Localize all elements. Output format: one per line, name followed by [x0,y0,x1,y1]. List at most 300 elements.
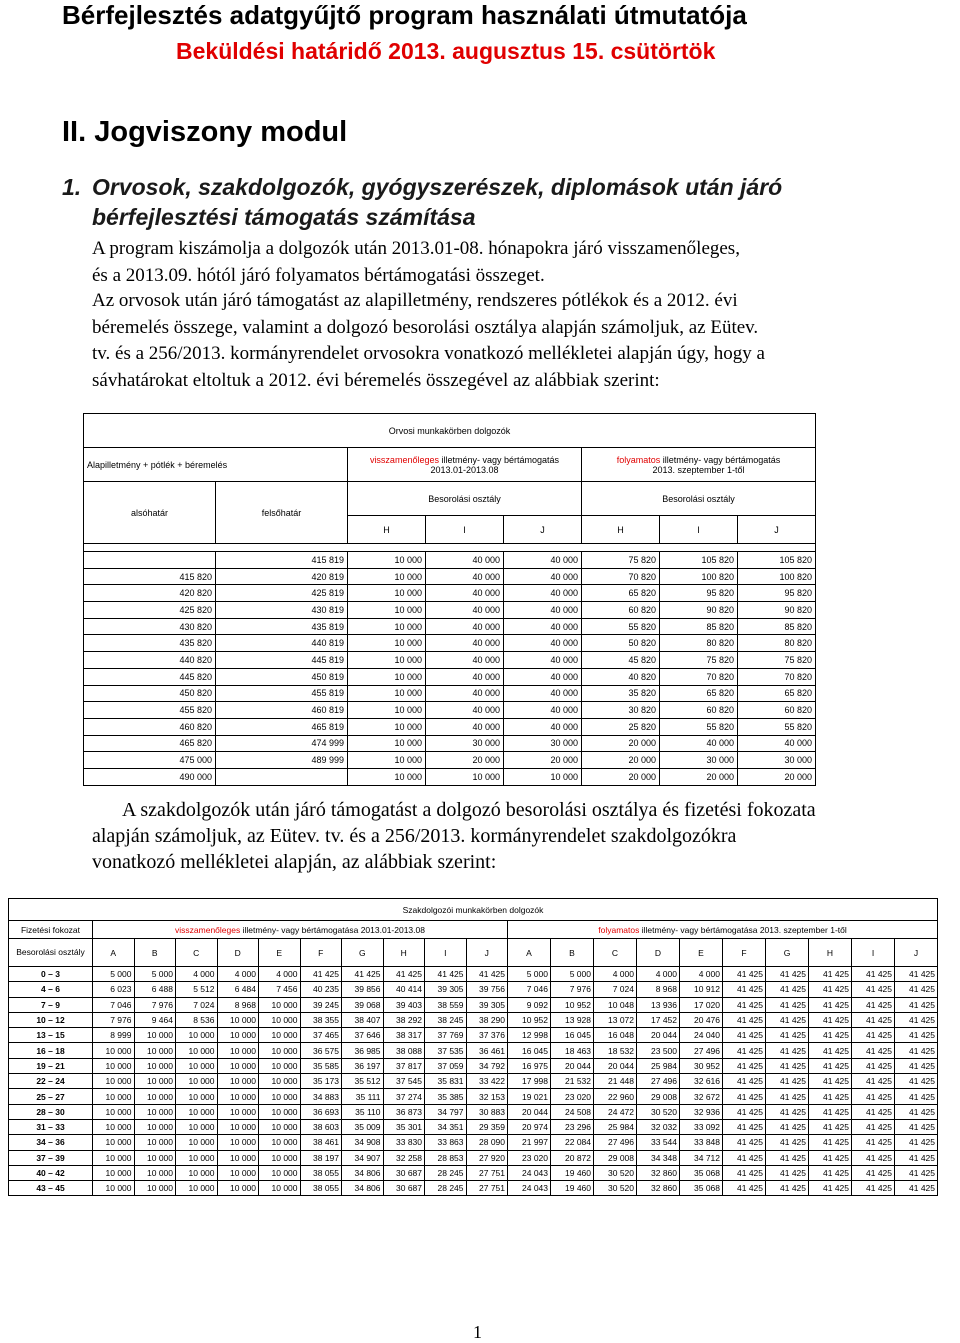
table-cell: 465 819 [216,718,348,735]
table-cell: 4 000 [680,967,723,982]
table-cell: 5 512 [176,982,218,997]
table-cell: 39 305 [466,997,508,1012]
table-cell: 41 425 [895,1028,938,1043]
table-cell: 41 425 [723,967,766,982]
table-cell: 12 998 [508,1028,551,1043]
table-cell: 41 425 [809,1150,852,1165]
table-row [9,1135,938,1150]
table-cell: 23 020 [508,1150,551,1165]
table-cell: 41 425 [766,1043,809,1058]
class-column-header: I [852,939,895,967]
class-column-header: F [300,939,342,967]
table-row [84,602,816,619]
table-cell: 39 403 [383,997,425,1012]
table-cell: 440 820 [84,652,216,669]
grade-header: Fizetési fokozat [9,921,93,939]
table-cell: 33 863 [425,1135,467,1150]
table-cell: 10 000 [134,1104,176,1119]
table-cell: 10 000 [217,1058,259,1073]
table-cell: 60 820 [582,602,660,619]
table-cell: 420 819 [216,568,348,585]
paragraph-line: sávhatárokat eltoltuk a 2012. évi béremelés összegével az alábbiak szerint: [92,369,660,391]
retro-text: illetmény- vagy bértámogatása 2013.01-2013.08 [240,924,425,935]
table-cell: 10 000 [348,585,426,602]
table-cell: 10 000 [259,1135,301,1150]
class-column-header: J [895,939,938,967]
retro-text: illetmény- vagy bértámogatás [438,454,560,465]
table-cell: 40 000 [738,735,816,752]
table-cell: 10 000 [134,1074,176,1089]
table-cell: 7 046 [93,997,135,1012]
table-cell: 13 936 [637,997,680,1012]
table-cell: 20 000 [426,752,504,769]
table-cell: 55 820 [738,718,816,735]
table-cell: 33 092 [680,1119,723,1134]
table-cell: 60 820 [660,702,738,719]
table-cell: 24 508 [551,1104,594,1119]
table-cell: 41 425 [852,1058,895,1073]
table-cell: 7 976 [134,997,176,1012]
continuous-support-header [508,921,938,939]
table-cell: 9 092 [508,997,551,1012]
table-cell: 33 848 [680,1135,723,1150]
table-cell: 21 997 [508,1135,551,1150]
table-row [9,967,938,982]
table-cell: 40 000 [504,668,582,685]
table-cell: 35 385 [425,1089,467,1104]
table-cell: 41 425 [852,1012,895,1027]
table-cell: 32 258 [383,1150,425,1165]
table-cell: 10 912 [680,982,723,997]
table-cell: 490 000 [84,768,216,785]
table-row [84,568,816,585]
table-cell: 36 575 [300,1043,342,1058]
table-cell: 41 425 [809,967,852,982]
table-cell: 4 000 [637,967,680,982]
table-cell: 29 008 [594,1150,637,1165]
table-cell: 37 465 [300,1028,342,1043]
table-row [9,1165,938,1180]
table-cell: 27 496 [594,1135,637,1150]
table-cell: 10 000 [217,1165,259,1180]
paragraph-line: tv. és a 256/2013. kormányrendelet orvosokra vonatkozó mellékletei alapján úgy, hogy a [92,343,765,364]
table-cell: 9 464 [134,1012,176,1027]
table-cell: 38 088 [383,1043,425,1058]
section-title-line1: Orvosok, szakdolgozók, gyógyszerészek, diplomások után járó [92,174,783,200]
table-cell: 50 820 [582,635,660,652]
table-cell: 24 472 [594,1104,637,1119]
table-cell: 430 820 [84,618,216,635]
table-cell: 41 425 [809,1089,852,1104]
table-cell: 10 000 [176,1089,218,1104]
table-cell: 10 000 [348,552,426,569]
table-cell: 10 952 [508,1012,551,1027]
table-cell: 10 000 [259,1150,301,1165]
table-cell: 41 425 [852,997,895,1012]
table-cell: 10 000 [426,768,504,785]
table-cell: 35 820 [582,685,660,702]
grade-cell: 25 – 27 [9,1089,93,1104]
table-cell: 18 463 [551,1043,594,1058]
table-cell: 41 425 [723,1012,766,1027]
table-cell: 10 000 [93,1058,135,1073]
table-cell: 41 425 [895,1119,938,1134]
table-cell: 70 820 [582,568,660,585]
paragraph-program-calc [92,236,900,289]
table-cell: 90 820 [738,602,816,619]
table-cell: 30 000 [738,752,816,769]
table-cell: 40 000 [426,652,504,669]
table-cell: 24 043 [508,1181,551,1196]
table-cell: 41 425 [852,1181,895,1196]
table-cell: 40 000 [504,585,582,602]
table-cell: 41 425 [766,967,809,982]
table-cell: 38 461 [300,1135,342,1150]
table-cell: 38 603 [300,1119,342,1134]
table-cell: 10 000 [176,1028,218,1043]
table-cell: 8 536 [176,1012,218,1027]
table-cell: 22 084 [551,1135,594,1150]
table-cell: 40 000 [426,618,504,635]
grade-cell: 22 – 24 [9,1074,93,1089]
table-cell: 36 461 [466,1043,508,1058]
class-header-continuous: Besorolási osztály [582,482,816,516]
table-cell: 10 000 [259,1028,301,1043]
table-cell: 85 820 [660,618,738,635]
table-cell: 39 245 [300,997,342,1012]
nurses-support-table [8,898,938,1196]
table-cell: 95 820 [738,585,816,602]
table-cell: 41 425 [766,1135,809,1150]
class-column-header: J [466,939,508,967]
table-row [84,768,816,785]
table-cell: 41 425 [300,967,342,982]
table-cell: 435 819 [216,618,348,635]
table-cell: 39 068 [342,997,384,1012]
table-cell: 30 000 [426,735,504,752]
table-cell: 105 820 [738,552,816,569]
table-row [9,997,938,1012]
table-cell: 41 425 [895,1135,938,1150]
table-row [9,1074,938,1089]
table-cell: 41 425 [852,982,895,997]
table-cell: 40 000 [426,718,504,735]
class-header: Besorolási osztály [9,939,93,967]
table-cell: 80 820 [738,635,816,652]
doctors-support-table [83,413,816,786]
table-cell: 28 090 [466,1135,508,1150]
table-cell: 30 952 [680,1058,723,1073]
table-cell: 38 559 [425,997,467,1012]
class-column-header: G [766,939,809,967]
table-cell: 20 044 [551,1058,594,1073]
grade-cell: 31 – 33 [9,1119,93,1134]
class-column-header: D [217,939,259,967]
table-cell: 41 425 [895,1150,938,1165]
table-cell: 41 425 [852,1043,895,1058]
table-cell: 20 044 [594,1058,637,1073]
class-column-header: J [504,516,582,544]
table-cell: 35 068 [680,1181,723,1196]
table-cell: 10 000 [134,1181,176,1196]
table-cell: 20 476 [680,1012,723,1027]
table-cell: 420 820 [84,585,216,602]
table-row [9,1012,938,1027]
class-column-header: H [809,939,852,967]
table-cell: 40 000 [426,635,504,652]
table-cell: 10 000 [348,735,426,752]
table-cell: 41 425 [723,1043,766,1058]
table-cell: 38 292 [383,1012,425,1027]
table-cell: 10 000 [504,768,582,785]
table-cell: 30 687 [383,1165,425,1180]
table-cell: 5 000 [134,967,176,982]
grade-cell: 13 – 15 [9,1028,93,1043]
paragraph-line: alapján számoljuk, az Eütev. tv. és a 256/2013. kormányrendelet szakdolgozókra [92,825,737,847]
table-cell: 455 820 [84,702,216,719]
table-cell: 30 687 [383,1181,425,1196]
class-column-header: A [508,939,551,967]
table-cell: 41 425 [809,1012,852,1027]
table-cell: 475 000 [84,752,216,769]
table-cell: 37 059 [425,1058,467,1073]
table-cell: 33 422 [466,1074,508,1089]
table-cell: 10 000 [217,1104,259,1119]
table-cell: 10 000 [176,1150,218,1165]
table-cell: 10 000 [134,1043,176,1058]
table-cell: 41 425 [895,982,938,997]
table-cell: 32 860 [637,1181,680,1196]
table-cell: 445 819 [216,652,348,669]
table-cell: 41 425 [809,1181,852,1196]
table-cell: 16 975 [508,1058,551,1073]
table-cell: 41 425 [809,1028,852,1043]
table-cell: 8 968 [637,982,680,997]
class-column-header: I [426,516,504,544]
table-cell: 10 000 [217,1089,259,1104]
table-cell: 10 952 [551,997,594,1012]
table-cell: 40 000 [426,552,504,569]
retro-support-header [348,448,582,482]
table-cell: 20 000 [582,752,660,769]
table-cell: 41 425 [852,1074,895,1089]
table-cell: 40 000 [660,735,738,752]
table-cell: 10 000 [93,1074,135,1089]
table-cell: 40 000 [504,718,582,735]
table-cell: 474 999 [216,735,348,752]
table-cell: 65 820 [738,685,816,702]
table-cell: 4 000 [217,967,259,982]
table-cell: 41 425 [723,1119,766,1134]
table-cell: 10 000 [217,1119,259,1134]
table-cell: 27 496 [680,1043,723,1058]
table-cell: 465 820 [84,735,216,752]
table-cell: 13 928 [551,1012,594,1027]
table-cell: 41 425 [723,1028,766,1043]
table-cell: 34 883 [300,1089,342,1104]
table-cell: 35 831 [425,1074,467,1089]
table-cell: 41 425 [766,1058,809,1073]
table-cell: 30 000 [660,752,738,769]
table-cell: 32 616 [680,1074,723,1089]
table-cell: 41 425 [809,997,852,1012]
table-cell: 38 407 [342,1012,384,1027]
table-cell: 40 000 [504,618,582,635]
table-cell: 22 960 [594,1089,637,1104]
table-cell: 25 984 [594,1119,637,1134]
table-cell: 10 000 [134,1089,176,1104]
table-cell: 41 425 [766,1028,809,1043]
section-title-line2: bérfejlesztési támogatás számítása [92,204,476,230]
table-cell: 35 009 [342,1119,384,1134]
grade-cell: 28 – 30 [9,1104,93,1119]
table-cell: 40 000 [426,685,504,702]
table-cell: 20 000 [504,752,582,769]
table-cell: 4 000 [259,967,301,982]
table-row [9,1028,938,1043]
table-cell: 41 425 [852,1104,895,1119]
table-cell: 41 425 [809,1104,852,1119]
table-cell: 41 425 [723,1074,766,1089]
table-cell: 4 000 [594,967,637,982]
table-cell: 41 425 [809,1043,852,1058]
table-row [9,1150,938,1165]
table-row [9,1181,938,1196]
section-heading [62,172,782,232]
table-cell: 460 819 [216,702,348,719]
table-cell: 25 984 [637,1058,680,1073]
table-cell: 27 496 [637,1074,680,1089]
table-cell: 40 000 [426,568,504,585]
table-cell: 35 068 [680,1165,723,1180]
class-column-header: E [259,939,301,967]
continuous-keyword: folyamatos [598,924,640,935]
table-cell: 10 000 [93,1119,135,1134]
table-cell: 13 072 [594,1012,637,1027]
table-cell: 28 853 [425,1150,467,1165]
table-cell: 55 820 [582,618,660,635]
table-row [84,585,816,602]
table-cell: 41 425 [723,1150,766,1165]
table-cell: 40 000 [504,635,582,652]
table-row [84,668,816,685]
table-cell: 35 585 [300,1058,342,1073]
class-column-header: F [723,939,766,967]
table-row [84,752,816,769]
table-row [84,552,816,569]
table-cell: 41 425 [766,997,809,1012]
table-cell: 37 646 [342,1028,384,1043]
grade-cell: 19 – 21 [9,1058,93,1073]
table-cell: 105 820 [660,552,738,569]
table-cell: 10 048 [594,997,637,1012]
table-cell: 23 020 [551,1089,594,1104]
table-cell: 10 000 [348,718,426,735]
table-cell: 41 425 [895,997,938,1012]
table-cell: 41 425 [342,967,384,982]
table-row [9,1058,938,1073]
table-cell: 41 425 [766,1012,809,1027]
table-cell: 10 000 [176,1165,218,1180]
table-cell: 30 520 [594,1165,637,1180]
continuous-keyword: folyamatos [616,454,661,465]
paragraph-nurses [92,797,912,875]
continuous-text: illetmény- vagy bértámogatása 2013. szeptember 1-től [639,924,847,935]
table-cell: 415 819 [216,552,348,569]
table-cell: 41 425 [852,1119,895,1134]
table-cell: 10 000 [93,1089,135,1104]
table-cell: 5 000 [508,967,551,982]
deadline-subtitle: Beküldési határidő 2013. augusztus 15. csütörtök [176,38,716,64]
class-header-retro: Besorolási osztály [348,482,582,516]
table-cell: 34 908 [342,1135,384,1150]
section-number: 1. [62,174,82,200]
table-cell: 41 425 [852,1150,895,1165]
table-cell: 41 425 [766,1089,809,1104]
class-column-header: I [425,939,467,967]
table-row [84,652,816,669]
table-row [9,1119,938,1134]
table-cell: 41 425 [766,1181,809,1196]
table-cell: 29 008 [637,1089,680,1104]
continuous-text: illetmény- vagy bértámogatás [660,454,781,465]
table-cell: 7 976 [551,982,594,997]
paragraph-line: vonatkozó mellékletei alapján, az alábbiak szerint: [92,851,497,873]
table-cell: 41 425 [723,1135,766,1150]
table-cell: 41 425 [852,1135,895,1150]
table-cell: 20 044 [637,1028,680,1043]
table-cell: 38 355 [300,1012,342,1027]
table-cell: 41 425 [723,982,766,997]
table-cell: 10 000 [134,1135,176,1150]
table-cell: 40 000 [426,585,504,602]
table-cell: 10 000 [176,1074,218,1089]
table-cell: 30 520 [637,1104,680,1119]
table-cell: 34 351 [425,1119,467,1134]
table-cell: 10 000 [93,1135,135,1150]
table-cell: 41 425 [852,967,895,982]
grade-cell: 4 – 6 [9,982,93,997]
table-cell: 20 044 [508,1104,551,1119]
lower-limit-header: alsóhatár [84,482,216,544]
table-cell: 10 000 [217,1012,259,1027]
table-cell: 10 000 [176,1135,218,1150]
table-cell: 435 820 [84,635,216,652]
table-cell: 17 452 [637,1012,680,1027]
table-cell: 38 197 [300,1150,342,1165]
table-cell: 41 425 [809,1058,852,1073]
class-column-header: I [660,516,738,544]
paragraph-line: A program kiszámolja a dolgozók után 2013.01-08. hónapokra járó visszamenőleges, [92,238,740,259]
table-cell: 20 000 [582,735,660,752]
table-cell: 10 000 [217,1043,259,1058]
continuous-period: 2013. szeptember 1-től [652,464,745,475]
table-cell: 37 545 [383,1074,425,1089]
table-cell: 10 000 [259,1074,301,1089]
table-row [84,702,816,719]
upper-limit-header: felsőhatár [216,482,348,544]
table-cell: 40 000 [504,602,582,619]
table-cell: 41 425 [809,1119,852,1134]
table-row [9,1089,938,1104]
table-cell: 17 998 [508,1074,551,1089]
table-row [9,1104,938,1119]
table-cell: 445 820 [84,668,216,685]
table-cell: 10 000 [176,1058,218,1073]
table-cell: 41 425 [466,967,508,982]
class-column-header: D [637,939,680,967]
table-cell: 10 000 [348,618,426,635]
